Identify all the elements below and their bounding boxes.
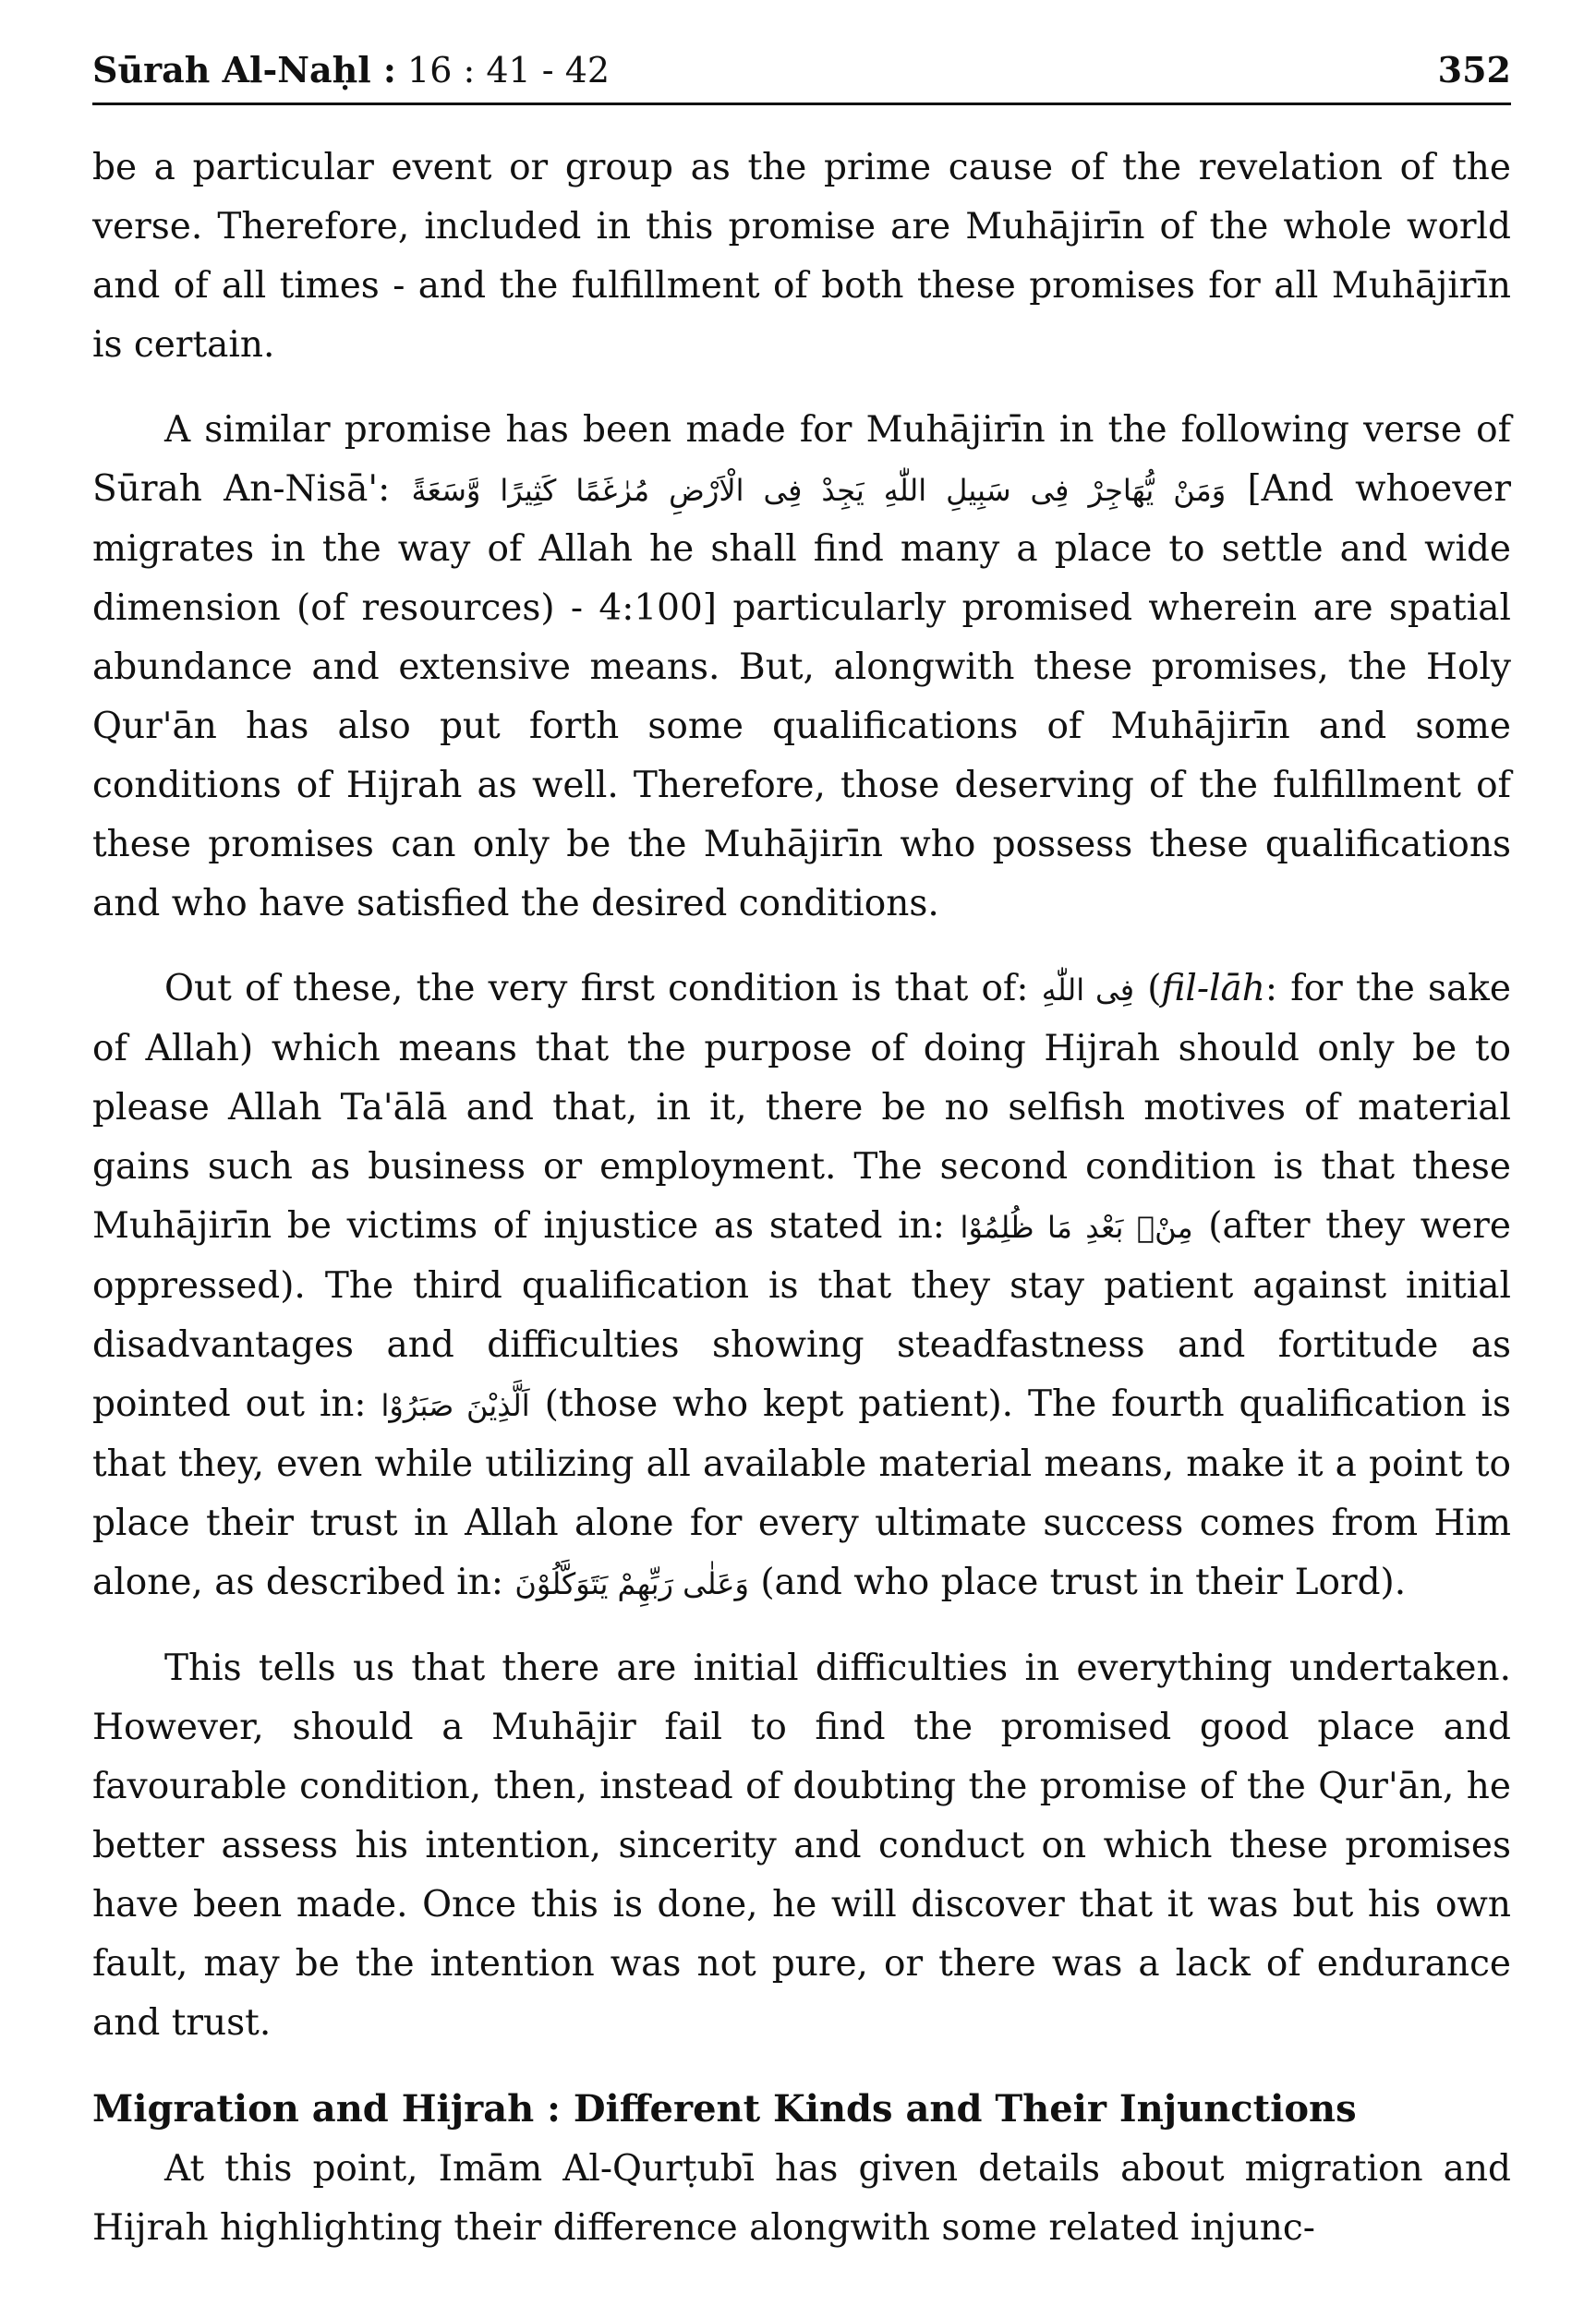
para3-text-5: (and who place trust in their Lord).	[760, 1562, 1407, 1603]
page-number: 352	[1437, 49, 1511, 91]
para3-paren-open: (	[1147, 968, 1162, 1009]
section-heading: Migration and Hijrah : Different Kinds and Their Injunctions	[92, 2087, 1357, 2131]
running-header	[92, 48, 1511, 105]
paragraph-difficulties: This tells us that there are initial difficulties in everything undertaken. However, should a Muhājir fail to find the promised good place and favourable condition, then, instead of doubting the promise of the Qur'ān, he better assess his intention, sincerity and conduct on which these promises have been made. Once this is done, he will discover that it was but his own fault, may be the intention was not pure, or there was a lack of endurance and trust.	[92, 1648, 1511, 2044]
paragraph-similar-promise	[92, 401, 1511, 934]
para2-text-before: A similar promise has been made for Muhājirīn in the following verse of Sūrah An-Nisā':	[92, 409, 1511, 510]
para3-text-4: (those who kept patient). The fourth qualification is that they, even while utilizing all available material means, make it a point to place their trust in Allah alone for every ultimate success comes from Him alone, as described in:	[92, 1383, 1511, 1603]
arabic-quote-verse: وَمَنْ يُّهَاجِرْ فِى سَبِيلِ اللّٰهِ يَجِدْ فِى الْاَرْضِ مُرٰغَمًا كَثِيرًا وَّسَعَةً	[411, 473, 1227, 508]
arabic-after-oppressed: مِنْۢ بَعْدِ مَا ظُلِمُوْا	[960, 1210, 1193, 1245]
paragraph-conditions	[92, 960, 1511, 1613]
verse-reference: 16 : 41 - 42	[407, 50, 611, 91]
arabic-kept-patient: اَلَّذِيْنَ صَبَرُوْا	[381, 1388, 530, 1423]
running-title	[92, 48, 610, 92]
arabic-trust-lord: وَعَلٰى رَبِّهِمْ يَتَوَكَّلُوْنَ	[514, 1566, 749, 1601]
para3-text-1: Out of these, the very first condition is that of:	[164, 968, 1029, 1009]
surah-name: Sūrah Al-Naḥl :	[92, 49, 396, 91]
para3-text-2: : for the sake of Allah) which means that the purpose of doing Hijrah should only be to please Allah Ta'ālā and that, in it, there be no selfish motives of material gains such as business or employment. The second condition is that these Muhājirīn be victims of injustice as stated in:	[92, 968, 1511, 1247]
page-body	[92, 139, 1511, 2258]
arabic-fil-lah: فِى اللّٰهِ	[1041, 972, 1134, 1008]
transliteration-fil-lah: fil-lāh	[1161, 968, 1265, 1009]
paragraph-section-start: At this point, Imām Al-Qurṭubī has given details about migration and Hijrah highlighting their difference alongwith some related injunc-	[92, 2148, 1511, 2249]
para2-text-after: [And whoever migrates in the way of Allah he shall find many a place to settle and wide dimension (of resources) - 4:100] particularly promised wherein are spatial abundance and extensive means. But, alongwith these promises, the Holy Qur'ān has also put forth some qualifications of Muhājirīn and some conditions of Hijrah as well. Therefore, those deserving of the fulfillment of these promises can only be the Muhājirīn who possess these qualifications and who have satisfied the desired conditions.	[92, 468, 1511, 924]
para3-text-3: (after they were oppressed). The third qualification is that they stay patient against initial disadvantages and difficulties showing steadfastness and fortitude as pointed out in:	[92, 1205, 1511, 1425]
paragraph-continuation: be a particular event or group as the prime cause of the revelation of the verse. Therefore, included in this promise are Muhājirīn of the whole world and of all times - and the fulfillment of both these promises for all Muhājirīn is certain.	[92, 147, 1511, 366]
